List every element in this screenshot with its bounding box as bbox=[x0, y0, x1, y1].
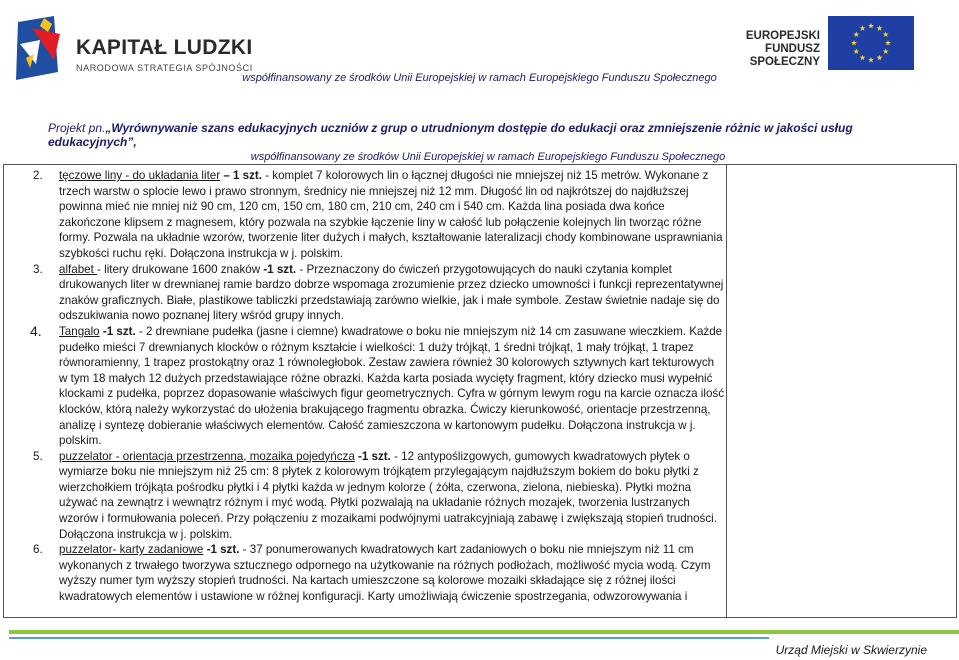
project-heading bbox=[48, 121, 928, 163]
item-quantity: -1 szt. bbox=[99, 324, 136, 338]
list-item bbox=[28, 262, 724, 324]
item-number: 3. bbox=[33, 262, 43, 276]
eu-flag-icon bbox=[828, 16, 914, 70]
spec-cell bbox=[28, 168, 724, 605]
item-quantity: -1 szt. bbox=[203, 543, 240, 557]
item-number: 5. bbox=[33, 449, 43, 463]
item-name: Tangalo bbox=[59, 324, 100, 338]
list-item bbox=[28, 449, 724, 543]
item-name: puzzelator- karty zadaniowe bbox=[59, 543, 204, 557]
list-item bbox=[28, 542, 724, 604]
item-number: 4. bbox=[30, 322, 42, 339]
item-name: puzzelator - orientacja przestrzenna, mozaika pojedyńcza bbox=[59, 449, 355, 463]
kapital-ludzki-title: KAPITAŁ LUDZKI bbox=[76, 36, 253, 59]
cofinanced-note: współfinansowany ze środków Unii Europejskiej w ramach Europejskiego Funduszu Społecznego bbox=[242, 72, 717, 84]
footer-rule bbox=[9, 630, 959, 639]
efs-line-2: FUNDUSZ SPOŁECZNY bbox=[749, 43, 820, 68]
item-name: alfabet bbox=[59, 262, 98, 276]
item-description: - 2 drewniane pudełka (jasne i ciemne) kwadratowe o boku nie mniejszym niż 14 cm zasuwane wieczkiem. Każde pudełko mieści 7 drewnianych klocków o różnym kształcie i wielkości: 1 duży trójkąt, 1 średni trójkąt, 1 mały trójkąt, 1 trapez równoramienny, 1 trapez prostokątny oraz 1 równoległobok. Zestaw zawiera również 30 kolorowych sztywnych kart tekturowych w tym 18 małych 12 dużych przedstawiające różne obrazki. Każda karta posiada wycięty fragment, który dziecko musi wypełnić klockami z pudełka, poprzez dopasowanie właściwych figur geometrycznych. Cyfra w górnym lewym rogu na karcie oznacza ilość klocków, którą należy wykorzystać do ułożenia brakującego fragmentu obrazka. Ćwiczy kierunkowość, orientacje przestrzenną, analizę i syntezę dobieranie właściwych elementów. Całość zamieszczona w kartonowym pudełku. Dołączona instrukcja w j. polskim. bbox=[59, 324, 724, 448]
item-description: - komplet 7 kolorowych lin o łącznej długości nie mniejszej niż 15 metrów. Wykonane z trzech warstw o splocie lewo i prawo stronnym, średnicy nie mniejszej niż 12 mm. Długość lin od najkrótszej do najdłuższej powinna mieć nie mniej niż 90 cm, 120 cm, 150 cm, 180 cm, 210 cm, 240 cm i 540 cm. Każda lina posiada dwa końce zakończone klipsem z magnesem, który pozwala na szybkie łączenie liny w całość lub połączenie kolejnych lin tworząc różne formy. Pozwala na układnie wzorów, tworzenie liter dużych i małych, kształtowanie lateralizacji chody kombinowane usprawniania szybkości ruchu ręki. Dołączona instrukcja w j. polskim. bbox=[59, 169, 723, 260]
project-lead: Projekt pn. bbox=[48, 121, 106, 135]
efs-logo-text bbox=[704, 30, 820, 69]
item-subtitle: - litery drukowane 1600 znaków bbox=[97, 262, 264, 276]
project-cofinanced: współfinansowany ze środków Unii Europejskiej w ramach Europejskiego Funduszu Społecznego bbox=[250, 151, 726, 163]
kapital-ludzki-subtitle: NARODOWA STRATEGIA SPÓJNOŚCI bbox=[76, 63, 253, 73]
table-divider bbox=[726, 165, 727, 617]
item-description: - Przeznaczony do ćwiczeń przygotowujących do nauki czytania komplet drukowanych liter w drewnianej ramie bardzo dobrze wspomaga zrozumienie przez dziecko umowności i funkcji reprezentatywnej znaków graficznych. Białe, plastikowe tabliczki przedstawiają zarówno wielkie, jak i małe symbole. Zestaw świetnie nadaje się do odszukiwania nowo poznanej litery wśród grupy innych. bbox=[59, 262, 724, 323]
item-quantity: -1 szt. bbox=[263, 262, 297, 276]
list-item bbox=[28, 168, 724, 262]
item-quantity: – 1 szt. bbox=[220, 169, 262, 182]
project-title: „Wyrównywanie szans edukacyjnych uczniów z grup o utrudnionym dostępie do edukacji oraz zmniejszenie różnic w jakości usług edukacyjnych”, bbox=[48, 121, 853, 149]
list-item bbox=[28, 324, 724, 449]
item-description: - 12 antypoślizgowych, gumowych kwadratowych płytek o wymiarze boku nie mniejszym niż 25 cm: 8 płytek z kolorowym trójkątem przylegającym najdłuższym bokiem do boku płytki z wierzchołkiem trójkąta pośrodku płytki i 4 płytki każda w jednym kolorze ( żółta, czerwona, zielona, niebieska). Płytki można używać na zewnątrz i wewnątrz różnym i myć wodą. Płytki pozwalają na układanie różnych mozajek, tworzenia lustrzanych wzorów i formułowania poleceń. Przy połączeniu z mozaikami podwójnymi uatrakcyjniają zabawę i zwiększają stopień trudności. Dołączona instrukcja w j. polskim. bbox=[59, 449, 717, 541]
item-name: tęczowe liny - do układania liter bbox=[59, 169, 221, 182]
item-number: 2. bbox=[33, 169, 43, 182]
item-description: - 37 ponumerowanych kwadratowych kart zadaniowych o boku nie mniejszym niż 11 cm wykonanych z trwałego tworzywa sztucznego odpornego na użytkowanie na różnych podłożach, możliwość mycia wodą. Czym wyższy numer tym wyższy stopień trudności. Na kartach umieszczone są kolorowe mozaiki składające się z różnej ilości kwadratowych elementów i ustawione w różnej konfiguracji. Karty umożliwiają ćwiczenie spostrzegania, odwzorowywania i bbox=[59, 543, 711, 604]
footer-rule-blue bbox=[9, 637, 769, 639]
footer-text: Urząd Miejski w Skwierzynie bbox=[775, 643, 927, 657]
spec-table bbox=[3, 164, 957, 618]
efs-line-1: EUROPEJSKI bbox=[745, 30, 820, 42]
footer-rule-green bbox=[9, 630, 959, 634]
item-number: 6. bbox=[33, 543, 43, 557]
item-quantity: -1 szt. bbox=[354, 449, 391, 463]
